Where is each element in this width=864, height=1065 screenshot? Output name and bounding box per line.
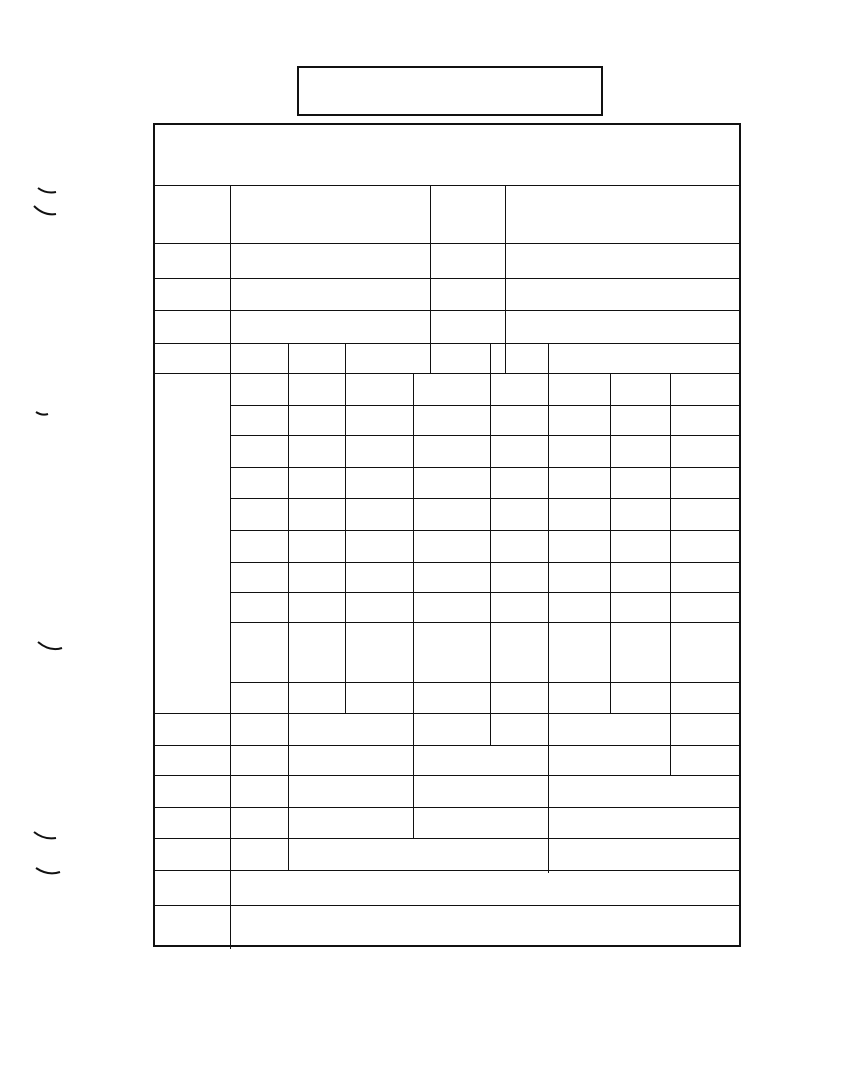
top-stamp (297, 66, 603, 116)
permit-sheet (153, 123, 741, 947)
punch-marks (28, 180, 68, 880)
